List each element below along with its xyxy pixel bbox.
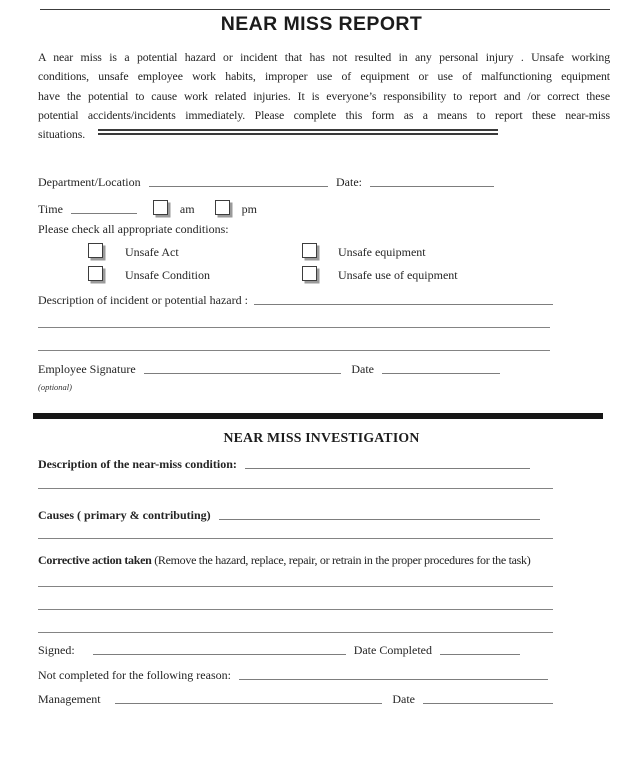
time-field[interactable] xyxy=(71,213,137,214)
management-label: Management xyxy=(38,692,101,706)
time-row xyxy=(38,198,257,216)
unsafe-use-of-equipment-option xyxy=(302,264,458,282)
not-completed-label: Not completed for the following reason: xyxy=(38,668,231,682)
unsafe-equipment-option xyxy=(302,241,426,259)
unsafe-act-checkbox[interactable] xyxy=(88,243,103,258)
near-miss-description-label: Description of the near-miss condition: xyxy=(38,457,237,471)
date-completed-field[interactable] xyxy=(440,654,520,655)
not-completed-row xyxy=(38,664,548,682)
optional-note: (optional) xyxy=(38,382,72,392)
am-label: am xyxy=(179,202,195,216)
incident-description-field[interactable] xyxy=(254,304,553,305)
intro-line: have the potential to cause work related injuries. It is everyone’s responsibility to report and /or correct these xyxy=(38,88,610,103)
unsafe-condition-checkbox[interactable] xyxy=(88,266,103,281)
unsafe-condition-label: Unsafe Condition xyxy=(125,268,210,282)
signed-label: Signed: xyxy=(38,643,75,657)
pm-label: pm xyxy=(241,202,257,216)
unsafe-act-label: Unsafe Act xyxy=(125,245,179,259)
department-location-row xyxy=(38,171,494,189)
intro-line: A near miss is a potential hazard or incident that has not resulted in any personal injury . Unsafe working xyxy=(38,50,610,64)
department-location-label: Department/Location xyxy=(38,175,141,189)
unsafe-use-of-equipment-checkbox[interactable] xyxy=(302,266,317,281)
intro-line: situations. xyxy=(38,127,86,142)
corrective-action-line-3[interactable] xyxy=(38,632,553,633)
incident-description-line-3[interactable] xyxy=(38,350,550,351)
employee-signature-label: Employee Signature xyxy=(38,362,136,376)
employee-signature-row xyxy=(38,358,500,376)
causes-line-2[interactable] xyxy=(38,538,553,539)
department-location-field[interactable] xyxy=(149,186,328,187)
corrective-action-label xyxy=(38,553,638,568)
intro-line: potential accidents/incidents immediately. Please complete this form as a means to report these near-miss xyxy=(38,107,610,122)
not-completed-reason-field[interactable] xyxy=(239,679,548,680)
near-miss-description-field[interactable] xyxy=(245,468,530,469)
unsafe-condition-option xyxy=(88,264,210,282)
section-divider-bar xyxy=(33,413,603,419)
page-title: NEAR MISS REPORT xyxy=(220,13,423,35)
corrective-action-label-rest: (Remove the hazard, replace, repair, or retrain in the proper procedures for the task) xyxy=(151,553,531,567)
time-label: Time xyxy=(38,202,63,216)
date-completed-label: Date Completed xyxy=(353,643,432,657)
signature-date-label: Date xyxy=(351,362,374,376)
unsafe-use-of-equipment-label: Unsafe use of equipment xyxy=(338,268,458,282)
near-miss-description-line-2[interactable] xyxy=(38,488,553,489)
management-date-field[interactable] xyxy=(423,703,553,704)
pm-checkbox[interactable] xyxy=(215,200,230,215)
management-row xyxy=(38,688,553,706)
causes-label: Causes ( primary & contributing) xyxy=(38,508,211,522)
causes-field[interactable] xyxy=(219,519,540,520)
causes-row xyxy=(38,504,540,522)
incident-description-line-2[interactable] xyxy=(38,327,550,328)
incident-description-label: Description of incident or potential hazard : xyxy=(38,293,248,307)
corrective-action-line-1[interactable] xyxy=(38,586,553,587)
report-date-label: Date: xyxy=(336,175,362,189)
management-signature-field[interactable] xyxy=(115,703,383,704)
management-date-label: Date xyxy=(392,692,415,706)
corrective-action-label-bold: Corrective action taken xyxy=(38,553,152,567)
near-miss-description-row xyxy=(38,453,530,471)
signed-field[interactable] xyxy=(93,654,346,655)
top-rule xyxy=(40,9,610,10)
double-rule xyxy=(98,129,498,135)
intro-line: conditions, unsafe employee work habits, improper use of equipment or use of malfunctioning equipment xyxy=(38,69,610,84)
am-checkbox[interactable] xyxy=(153,200,168,215)
incident-description-row xyxy=(38,289,553,307)
report-date-field[interactable] xyxy=(370,186,494,187)
signature-date-field[interactable] xyxy=(382,373,500,374)
corrective-action-line-2[interactable] xyxy=(38,609,553,610)
unsafe-equipment-label: Unsafe equipment xyxy=(338,245,426,259)
signed-row xyxy=(38,639,520,657)
conditions-prompt: Please check all appropriate conditions: xyxy=(38,222,229,236)
unsafe-act-option xyxy=(88,241,179,259)
investigation-title: NEAR MISS INVESTIGATION xyxy=(223,430,420,445)
employee-signature-field[interactable] xyxy=(144,373,342,374)
unsafe-equipment-checkbox[interactable] xyxy=(302,243,317,258)
